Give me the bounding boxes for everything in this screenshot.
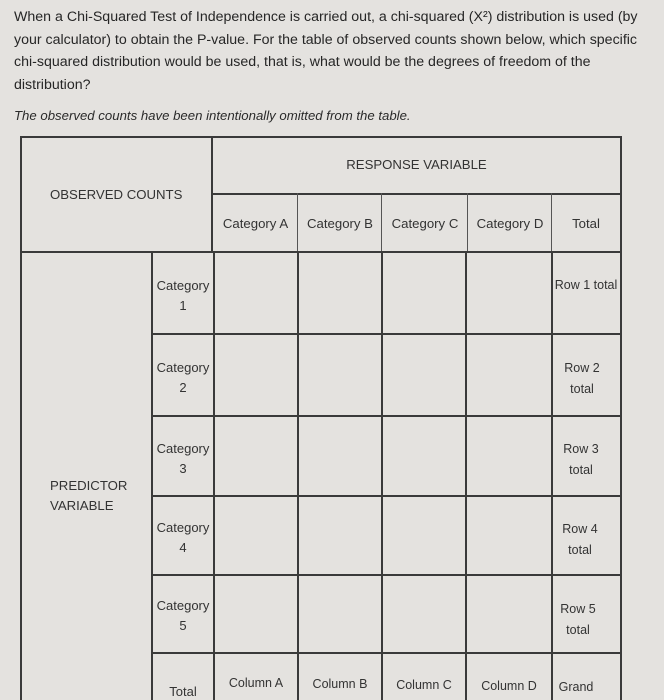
row-total-1: Row 1 total xyxy=(554,278,618,292)
col-header-total: Total xyxy=(572,216,600,231)
predictor-variable-label: PREDICTOR VARIABLE xyxy=(50,478,128,513)
row-label-1: Category 1 xyxy=(156,278,210,313)
observed-counts-label: OBSERVED COUNTS xyxy=(50,187,183,202)
column-total-a: Column A xyxy=(228,676,284,690)
column-total-c: Column C xyxy=(396,678,452,692)
col-header-c: Category C xyxy=(391,216,459,231)
row-label-4: Category 4 xyxy=(156,520,210,555)
col-header-b: Category B xyxy=(307,216,373,231)
total-row-label: Total xyxy=(169,684,197,699)
col-header-a: Category A xyxy=(222,216,289,231)
grand-total: Grand xyxy=(558,680,594,694)
row-label-2: Category 2 xyxy=(156,360,210,395)
row-label-5: Category 5 xyxy=(156,598,210,633)
row-total-3: Row 3 total xyxy=(563,442,599,477)
row-total-4: Row 4 total xyxy=(562,522,598,557)
row-label-3: Category 3 xyxy=(156,441,210,476)
question-paragraph: When a Chi-Squared Test of Independence is carried out, a chi-squared (X²) distribution is used (by your calculator) to obtain the P-value. For the table of observed counts shown below, which specific chi-squared distribution would be used, that is, what would be the degrees of freedom of the distribution? xyxy=(14,9,638,93)
col-header-d: Category D xyxy=(476,216,544,231)
question-text xyxy=(14,6,646,96)
row-total-5: Row 5 total xyxy=(560,602,596,637)
omitted-note: The observed counts have been intentionally omitted from the table. xyxy=(14,108,411,123)
column-total-d: Column D xyxy=(481,679,537,693)
response-variable-label: RESPONSE VARIABLE xyxy=(346,157,487,172)
row-total-2: Row 2 total xyxy=(564,361,600,396)
column-total-b: Column B xyxy=(312,677,368,691)
